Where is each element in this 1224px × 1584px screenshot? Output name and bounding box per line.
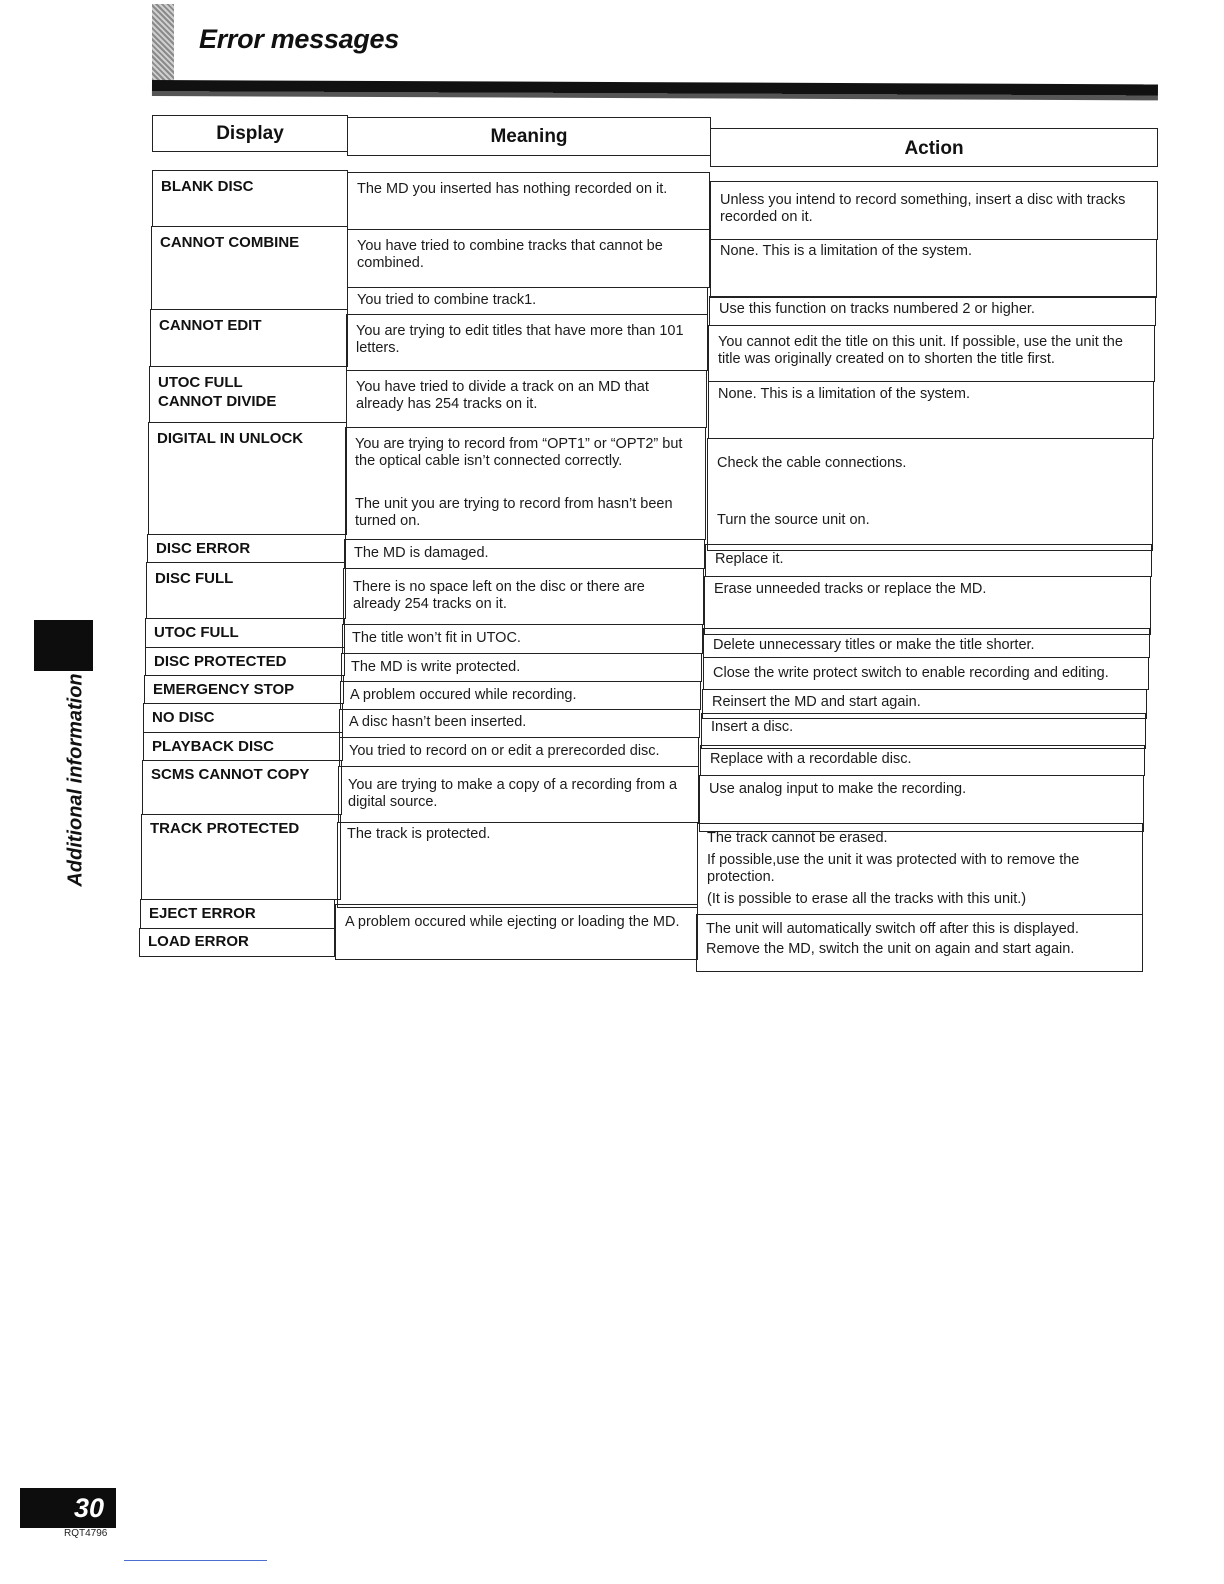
action-digital-in-unlock bbox=[707, 438, 1153, 551]
display-track-protected: TRACK PROTECTED bbox=[141, 814, 341, 900]
meaning-scms-cannot-copy: You are trying to make a copy of a recording from a digital source. bbox=[338, 766, 699, 823]
action-disc-full: Erase unneeded tracks or replace the MD. bbox=[704, 576, 1151, 635]
action-line: Check the cable connections. bbox=[717, 455, 907, 471]
display-emergency-stop: EMERGENCY STOP bbox=[144, 675, 344, 704]
display-disc-full: DISC FULL bbox=[146, 562, 346, 619]
meaning-digital-in-unlock bbox=[345, 427, 706, 540]
action-playback-disc: Replace with a recordable disc. bbox=[700, 745, 1145, 776]
action-no-disc: Insert a disc. bbox=[701, 713, 1146, 749]
display-playback-disc: PLAYBACK DISC bbox=[143, 732, 343, 761]
spacer bbox=[717, 472, 1143, 512]
action-eject-load-error bbox=[696, 914, 1143, 972]
header-action: Action bbox=[710, 128, 1158, 167]
meaning-track-protected: The track is protected. bbox=[337, 822, 698, 908]
action-line: (It is possible to erase all the tracks with this unit.) bbox=[707, 891, 1027, 907]
display-cannot-combine: CANNOT COMBINE bbox=[151, 226, 348, 310]
display-disc-protected: DISC PROTECTED bbox=[145, 647, 345, 676]
action-scms-cannot-copy: Use analog input to make the recording. bbox=[699, 775, 1144, 832]
display-utoc-full-cannot-divide bbox=[149, 366, 347, 423]
action-line: The track cannot be erased. bbox=[707, 830, 888, 846]
action-blank-disc: Unless you intend to record something, insert a disc with tracks recorded on it. bbox=[710, 181, 1158, 240]
scan-artifact-line bbox=[124, 1560, 267, 1561]
spacer bbox=[355, 470, 696, 496]
meaning-disc-protected: The MD is write protected. bbox=[341, 653, 702, 682]
meaning-cannot-combine-1: You have tried to combine tracks that cannot be combined. bbox=[347, 229, 710, 288]
header-meaning: Meaning bbox=[347, 117, 711, 156]
display-digital-in-unlock: DIGITAL IN UNLOCK bbox=[148, 422, 347, 535]
section-tab-marker bbox=[34, 620, 93, 671]
action-line: Turn the source unit on. bbox=[717, 512, 870, 528]
meaning-playback-disc: You tried to record on or edit a prerecorded disc. bbox=[339, 737, 699, 767]
meaning-disc-error: The MD is damaged. bbox=[344, 539, 705, 569]
display-line: CANNOT DIVIDE bbox=[158, 393, 277, 410]
meaning-cannot-combine-2: You tried to combine track1. bbox=[347, 287, 708, 315]
meaning-line: The unit you are trying to record from hasn’t been turned on. bbox=[355, 496, 673, 529]
page-number: 30 bbox=[20, 1488, 116, 1528]
display-scms-cannot-copy: SCMS CANNOT COPY bbox=[142, 760, 342, 815]
title-rule bbox=[152, 80, 1158, 100]
display-line: UTOC FULL bbox=[158, 374, 243, 391]
meaning-utoc-full: The title won’t fit in UTOC. bbox=[342, 624, 703, 654]
section-label: Additional information bbox=[64, 673, 87, 887]
title-marker-bar bbox=[152, 4, 174, 86]
meaning-blank-disc: The MD you inserted has nothing recorded on it. bbox=[347, 172, 710, 230]
meaning-cannot-divide: You have tried to divide a track on an MD that already has 254 tracks on it. bbox=[346, 370, 707, 428]
action-disc-protected: Close the write protect switch to enable recording and editing. bbox=[703, 657, 1149, 690]
display-no-disc: NO DISC bbox=[143, 703, 343, 733]
meaning-emergency-stop: A problem occured while recording. bbox=[340, 681, 701, 710]
action-line: Remove the MD, switch the unit on again and start again. bbox=[706, 941, 1075, 957]
display-eject-error: EJECT ERROR bbox=[140, 899, 335, 929]
meaning-line: You are trying to record from “OPT1” or “OPT2” but the optical cable isn’t connected correctly. bbox=[355, 436, 683, 469]
display-load-error: LOAD ERROR bbox=[139, 928, 335, 957]
page-title: Error messages bbox=[199, 24, 399, 54]
action-cannot-edit: You cannot edit the title on this unit. If possible, use the unit the title was originally created on to shorten the title first. bbox=[708, 325, 1155, 382]
action-track-protected bbox=[697, 823, 1143, 915]
meaning-eject-load-error: A problem occured while ejecting or loading the MD. bbox=[335, 904, 698, 960]
action-emergency-stop: Reinsert the MD and start again. bbox=[702, 689, 1147, 719]
display-blank-disc: BLANK DISC bbox=[152, 170, 348, 227]
display-disc-error: DISC ERROR bbox=[147, 534, 346, 563]
header-display: Display bbox=[152, 115, 348, 152]
action-cannot-divide: None. This is a limitation of the system. bbox=[708, 381, 1154, 439]
display-utoc-full: UTOC FULL bbox=[145, 618, 345, 648]
action-cannot-combine-2: Use this function on tracks numbered 2 or higher. bbox=[709, 296, 1156, 326]
action-utoc-full: Delete unnecessary titles or make the title shorter. bbox=[703, 628, 1150, 658]
action-line: The unit will automatically switch off after this is displayed. bbox=[706, 921, 1079, 937]
document-code: RQT4796 bbox=[64, 1528, 108, 1539]
meaning-disc-full: There is no space left on the disc or there are already 254 tracks on it. bbox=[343, 568, 704, 625]
action-line: If possible,use the unit it was protected with to remove the protection. bbox=[707, 852, 1080, 885]
action-cannot-combine-1: None. This is a limitation of the system. bbox=[710, 239, 1157, 298]
action-disc-error: Replace it. bbox=[705, 544, 1152, 577]
meaning-cannot-edit: You are trying to edit titles that have more than 101 letters. bbox=[346, 314, 708, 371]
display-cannot-edit: CANNOT EDIT bbox=[150, 309, 348, 367]
meaning-no-disc: A disc hasn’t been inserted. bbox=[339, 709, 700, 738]
